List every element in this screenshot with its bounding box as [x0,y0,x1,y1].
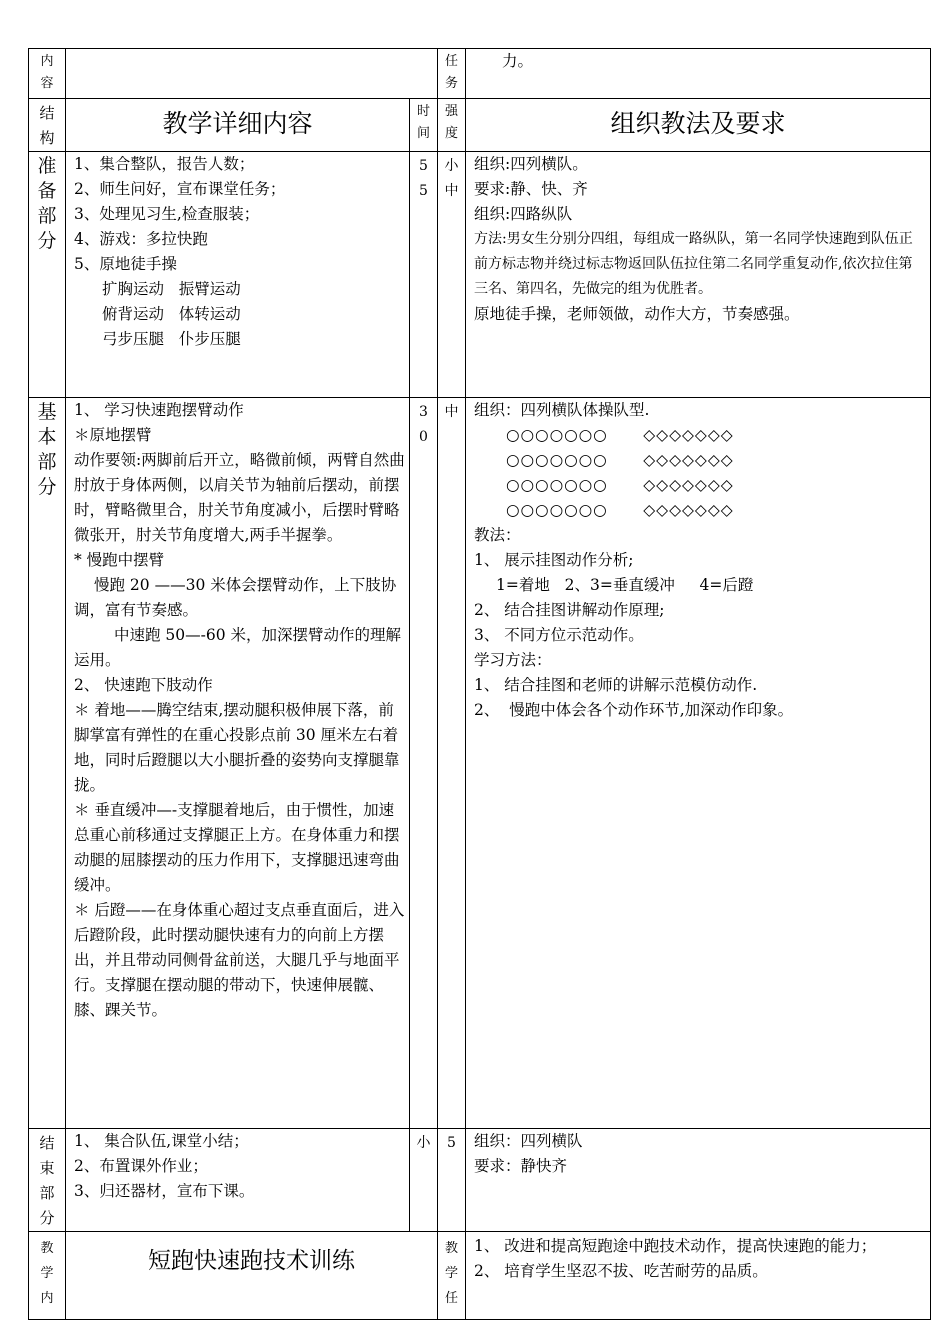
method-title: 组织教法及要求 [466,99,931,152]
prep-method: 组织:四列横队。 要求:静、快、齐 组织:四路纵队 方法:男女生分别分四组，每组成一路纵队，第一名同学快速跑到队伍正前方标志物并绕过标志物返回队伍拉住第二名同学重复动作,依次拉住第三名、第四名，先做完的组为优胜者。 原地徒手操，老师领做，动作大方，节奏感强。 [466,152,931,398]
task-cell: 力。 [466,49,931,99]
formation-row: ○○○○○○○ ◇◇◇◇◇◇◇ [506,501,734,519]
formation-row: ○○○○○○○ ◇◇◇◇◇◇◇ [506,426,734,444]
basic-row [29,398,931,1129]
formation-row: ○○○○○○○ ◇◇◇◇◇◇◇ [506,476,734,494]
end-label: 结 束 部 分 [29,1129,66,1232]
header-row [29,49,931,99]
end-time: 小 [410,1129,438,1232]
lesson-plan-table [28,48,931,1320]
prep-intensity: 小 中 [438,152,466,398]
prep-time: 5 5 [410,152,438,398]
basic-content: 1、 学习快速跑摆臂动作 ＊原地摆臂 动作要领:两脚前后开立，略微前倾，两臂自然曲肘放于身体两侧，以肩关节为轴前后摆动，前摆时，臂略微里合，肘关节角度减小，后摆时臂略微张开，肘关节角度增大,两手半握拳。 * 慢跑中摆臂 慢跑 20 ——30 米体会摆臂动作，上下肢协调，富有节奏感。 中速跑 50—-60 米，加深摆臂动作的理解运用。 2、 快速跑下肢动作 ＊ 着地——腾空结束,摆动腿积极伸展下落，前脚掌富有弹性的在重心投影点前 30 厘米左右着地，同时后蹬腿以大小腿折叠的姿势向支撑腿靠拢。 ＊ 垂直缓冲—-支撑腿着地后，由于惯性，加速总重心前移通过支撑腿正上方。在身体重力和摆动腿的屈膝摆动的压力作用下，支撑腿迅速弯曲缓冲。 ＊ 后蹬——在身体重心超过支点垂直面后，进入后蹬阶段，此时摆动腿快速有力的向前上方摆出，并且带动同侧骨盆前送，大腿几乎与地面平行。支撑腿在摆动腿的带动下，快速伸展髋、膝、踝关节。 [66,398,410,1129]
footer-row [29,1232,931,1320]
basic-method: 组织：四列横队体操队型. ○○○○○○○ ◇◇◇◇◇◇◇ ○○○○○○○ ◇◇◇◇◇◇◇ ○○○○○○○ ◇◇◇◇◇◇◇ ○○○○○○○ ◇◇◇◇◇◇◇ 教法： 1、 展示挂图动作分析; 1=着地 2、3=垂直缓冲 4=后蹬 2、 结合挂图讲解动作原理; 3、 不同方位示范动作。 学习方法： 1、 结合挂图和老师的讲解示范模仿动作. 2、 慢跑中体会各个动作环节,加深动作印象。 [466,398,931,1129]
column-header-row [29,99,931,152]
end-content: 1、 集合队伍,课堂小结； 2、布置课外作业； 3、归还器材，宣布下课。 [66,1129,410,1232]
content-cell [66,49,438,99]
end-method: 组织：四列横队 要求：静快齐 [466,1129,931,1232]
formation-row: ○○○○○○○ ◇◇◇◇◇◇◇ [506,451,734,469]
end-intensity: 5 [438,1129,466,1232]
end-row [29,1129,931,1232]
lesson-plan-page [28,48,930,1320]
basic-label: 基 本 部 分 [29,398,66,1129]
content-label: 内 容 [29,49,66,99]
time-label: 时 间 [410,99,438,152]
basic-intensity: 中 [438,398,466,1129]
footer-task: 1、 改进和提高短跑途中跑技术动作，提高快速跑的能力； 2、 培育学生坚忍不拔、吃苦耐劳的品质。 [466,1232,931,1320]
footer-task-label: 教 学 任 [438,1232,466,1320]
prep-label: 准 备 部 分 [29,152,66,398]
lesson-title: 短跑快速跑技术训练 [66,1232,438,1320]
structure-label: 结 构 [29,99,66,152]
prep-content: 1、集合整队，报告人数； 2、师生问好，宣布课堂任务； 3、处理见习生,检查服装； 4、游戏：多拉快跑 5、原地徒手操 扩胸运动 振臂运动 俯背运动 体转运动 弓步压腿 仆步压腿 [66,152,410,398]
detail-title: 教学详细内容 [66,99,410,152]
basic-time: 3 0 [410,398,438,1129]
footer-content-label: 教 学 内 [29,1232,66,1320]
prep-row [29,152,931,398]
intensity-label: 强 度 [438,99,466,152]
task-label: 任 务 [438,49,466,99]
